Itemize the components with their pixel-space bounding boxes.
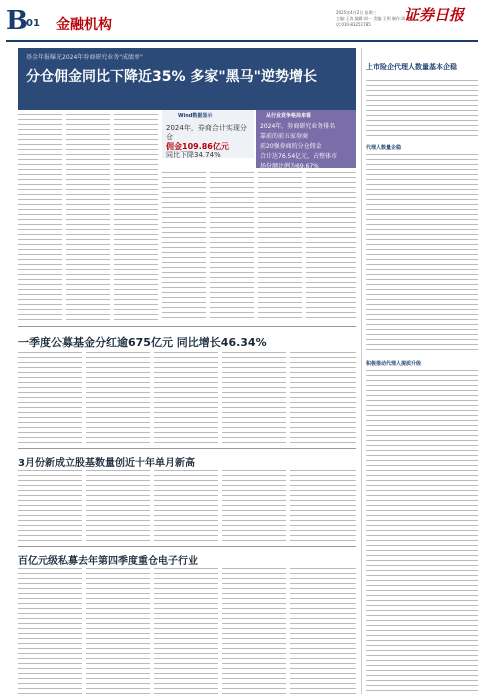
article-body bbox=[290, 568, 356, 694]
article-body bbox=[162, 172, 206, 320]
competition-box-title: 从行业竞争格局来看 bbox=[266, 113, 312, 119]
hero-kicker: 基金年报曝光2024年券商研究业务"成绩单" bbox=[26, 54, 143, 61]
article-body bbox=[366, 154, 478, 354]
article-body bbox=[290, 470, 356, 542]
article-body bbox=[222, 470, 286, 542]
divider bbox=[18, 546, 356, 547]
article-body bbox=[154, 470, 218, 542]
article-body bbox=[114, 114, 158, 320]
page-header bbox=[0, 0, 484, 44]
article-body bbox=[210, 172, 254, 320]
sidebar-subhead: 代理人数量企稳 bbox=[366, 145, 402, 151]
editor-text: 主编:王涛 编辑:周一 美编:王明 制作:周一 电话:010-83251785 bbox=[336, 16, 415, 27]
column-rule bbox=[361, 48, 362, 694]
article-body bbox=[306, 172, 356, 320]
article-body bbox=[86, 568, 150, 694]
article-body bbox=[154, 568, 218, 694]
newspaper-logo: 证券日报 bbox=[404, 6, 465, 24]
competition-box-text: 2024年，券商研究业务排名 靠前的前五家券商 前20强券商的分仓佣金 合计达76.54亿元，占整体市 场份额比例为69.67% bbox=[260, 123, 338, 170]
header-rule bbox=[6, 40, 478, 42]
article-body bbox=[290, 352, 356, 444]
sidebar-headline: 上市险企代理人数量基本企稳 bbox=[366, 63, 457, 71]
article-body bbox=[86, 470, 150, 542]
article-headline: 一季度公募基金分红逾675亿元 同比增长46.34% bbox=[18, 336, 267, 349]
article-headline: 百亿元级私募去年第四季度重仓电子行业 bbox=[18, 556, 198, 567]
divider bbox=[18, 326, 356, 327]
article-body bbox=[222, 352, 286, 444]
article-body bbox=[366, 370, 478, 694]
article-body bbox=[154, 352, 218, 444]
article-body bbox=[18, 114, 62, 320]
wind-box-title: Wind数据显示 bbox=[178, 113, 213, 119]
article-body bbox=[222, 568, 286, 694]
article-body bbox=[18, 470, 82, 542]
article-body bbox=[18, 352, 82, 444]
date-text: 2025年4月2日 星期三 bbox=[336, 10, 377, 15]
article-body bbox=[86, 352, 150, 444]
divider bbox=[18, 448, 356, 449]
article-body bbox=[258, 172, 302, 320]
page-sub-number: 01 bbox=[26, 18, 40, 29]
article-body bbox=[18, 568, 82, 694]
hero-title: 分仓佣金同比下降近35% 多家"黑马"逆势增长 bbox=[26, 69, 317, 85]
page-number: B bbox=[6, 6, 28, 36]
section-title: 金融机构 bbox=[56, 17, 112, 33]
article-body bbox=[66, 114, 110, 320]
sidebar-subhead: 积极推动代理人提质升级 bbox=[366, 361, 422, 367]
article-headline: 3月份新成立股基数量创近十年单月新高 bbox=[18, 458, 195, 469]
article-body bbox=[366, 80, 478, 140]
wind-box-text: 2024年，券商合计实现分仓 佣金109.86亿元 同比下降34.74% bbox=[166, 124, 247, 159]
